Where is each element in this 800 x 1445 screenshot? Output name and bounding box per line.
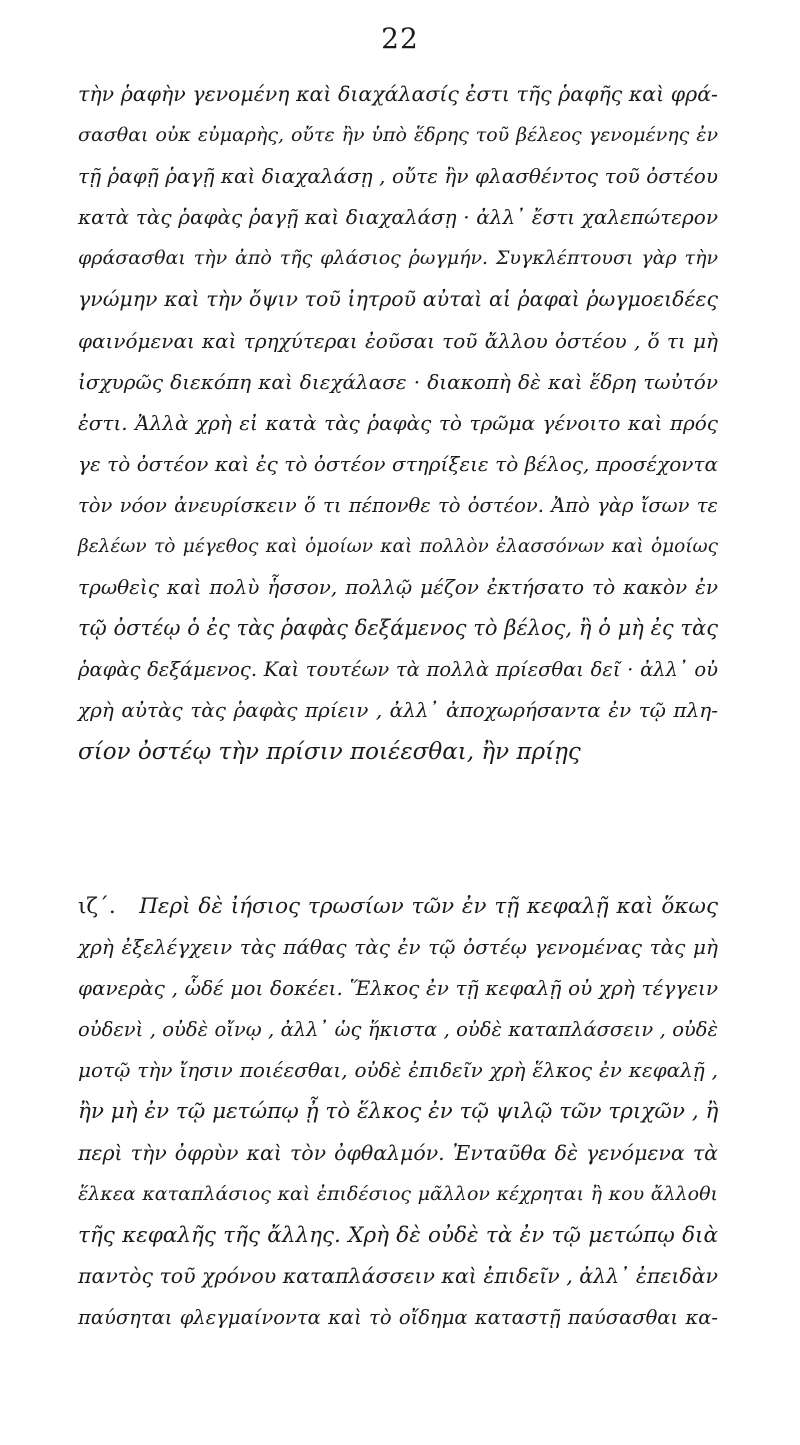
text-line: τρωθεὶς καὶ πολὺ ἧσσον, πολλῷ μέζον ἐκτήσατο τὸ κακὸν ἐν (78, 575, 718, 600)
text-line: τὸν νόον ἀνευρίσκειν ὅ τι πέπονθε τὸ ὀστέον. Ἀπὸ γὰρ ἴσων τε (78, 493, 718, 517)
text-line: ἐστι. Ἀλλὰ χρὴ εἰ κατὰ τὰς ῥαφὰς τὸ τρῶμα γένοιτο καὶ πρός (78, 410, 718, 435)
text-line: κατὰ τὰς ῥαφὰς ῥαγῇ καὶ διαχαλάσῃ · ἀλλ᾽ ἔστι χαλεπώτερον (78, 205, 718, 230)
text-line: τῇ ῥαφῇ ῥαγῇ καὶ διαχαλάσῃ , οὔτε ἢν φλασθέντος τοῦ ὀστέου (78, 164, 718, 189)
chapter-first-line (78, 886, 718, 927)
text-line: ῥαφὰς δεξάμενος. Καὶ τουτέων τὰ πολλὰ πρίεσθαι δεῖ · ἀλλ᾽ οὐ (78, 658, 718, 682)
page-number: 22 (381, 22, 419, 55)
paragraph-2 (78, 886, 718, 1338)
text-line: γε τὸ ὀστέον καὶ ἐς τὸ ὀστέον στηρίξειε τὸ βέλος, προσέχοντα (78, 451, 718, 476)
paragraph-1 (78, 74, 718, 773)
text-line: σίον ὀστέῳ τὴν πρίσιν ποιέεσθαι, ἢν πρίῃς (78, 738, 581, 765)
text-line: φράσασθαι τὴν ἀπὸ τῆς φλάσιος ῥωγμήν. Συγκλέπτουσι γὰρ τὴν (78, 247, 718, 270)
text-line: ἢν μὴ ἐν τῷ μετώπῳ ᾖ τὸ ἕλκος ἐν τῷ ψιλῷ τῶν τριχῶν , ἢ (78, 1099, 719, 1125)
chapter-first-line-text: Περὶ δὲ ἰήσιος τρωσίων τῶν ἐν τῇ κεφαλῇ καὶ ὅκως (139, 894, 718, 919)
text-line: παντὸς τοῦ χρόνου καταπλάσσειν καὶ ἐπιδεῖν , ἀλλ᾽ ἐπειδὰν (78, 1263, 719, 1288)
text-line: φαινόμεναι καὶ τρηχύτεραι ἐοῦσαι τοῦ ἄλλου ὀστέου , ὅ τι μὴ (78, 328, 718, 353)
text-line: μοτῷ τὴν ἴησιν ποιέεσθαι, οὐδὲ ἐπιδεῖν χρὴ ἕλκος ἐν κεφαλῇ , (78, 1058, 718, 1083)
text-line: χρὴ αὐτὰς τὰς ῥαφὰς πρίειν , ἀλλ᾽ ἀποχωρήσαντα ἐν τῷ πλη- (78, 698, 718, 723)
text-line: σασθαι οὐκ εὐμαρὴς, οὔτε ἢν ὑπὸ ἕδρης τοῦ βέλεος γενομένης ἐν (78, 124, 718, 147)
text-line: περὶ τὴν ὀφρὺν καὶ τὸν ὀφθαλμόν. Ἐνταῦθα δὲ γενόμενα τὰ (78, 1140, 718, 1165)
text-line: ἰσχυρῶς διεκόπη καὶ διεχάλασε · διακοπὴ δὲ καὶ ἕδρη τωὐτόν (78, 369, 718, 394)
chapter-number: ιζ΄. (78, 894, 116, 919)
text-line: οὐδενὶ , οὐδὲ οἴνῳ , ἀλλ᾽ ὡς ἥκιστα , οὐδὲ καταπλάσσειν , οὐδὲ (78, 1018, 718, 1042)
text-line: χρὴ ἐξελέγχειν τὰς πάθας τὰς ἐν τῷ ὀστέῳ γενομένας τὰς μὴ (78, 935, 718, 960)
text-line: παύσηται φλεγμαίνοντα καὶ τὸ οἴδημα καταστῇ παύσασθαι κα- (78, 1305, 718, 1329)
text-line: τὴν ῥαφὴν γενομένη καὶ διαχάλασίς ἐστι τῆς ῥαφῆς καὶ φρά- (78, 82, 718, 106)
text-line: ἕλκεα καταπλάσιος καὶ ἐπιδέσιος μᾶλλον κέχρηται ἢ κου ἄλλοθι (78, 1182, 718, 1205)
text-line: γνώμην καὶ τὴν ὄψιν τοῦ ἰητροῦ αὐταὶ αἱ ῥαφαὶ ῥωγμοειδέες (78, 287, 718, 312)
text-line: τῆς κεφαλῆς τῆς ἄλλης. Χρὴ δὲ οὐδὲ τὰ ἐν τῷ μετώπῳ διὰ (78, 1222, 718, 1248)
text-line: βελέων τὸ μέγεθος καὶ ὁμοίων καὶ πολλὸν ἐλασσόνων καὶ ὁμοίως (78, 536, 718, 558)
text-line: φανερὰς , ὧδέ μοι δοκέει. Ἕλκος ἐν τῇ κεφαλῇ οὐ χρὴ τέγγειν (78, 976, 718, 1001)
text-line: τῷ ὀστέῳ ὁ ἐς τὰς ῥαφὰς δεξάμενος τὸ βέλος, ἢ ὁ μὴ ἐς τὰς (78, 616, 718, 641)
